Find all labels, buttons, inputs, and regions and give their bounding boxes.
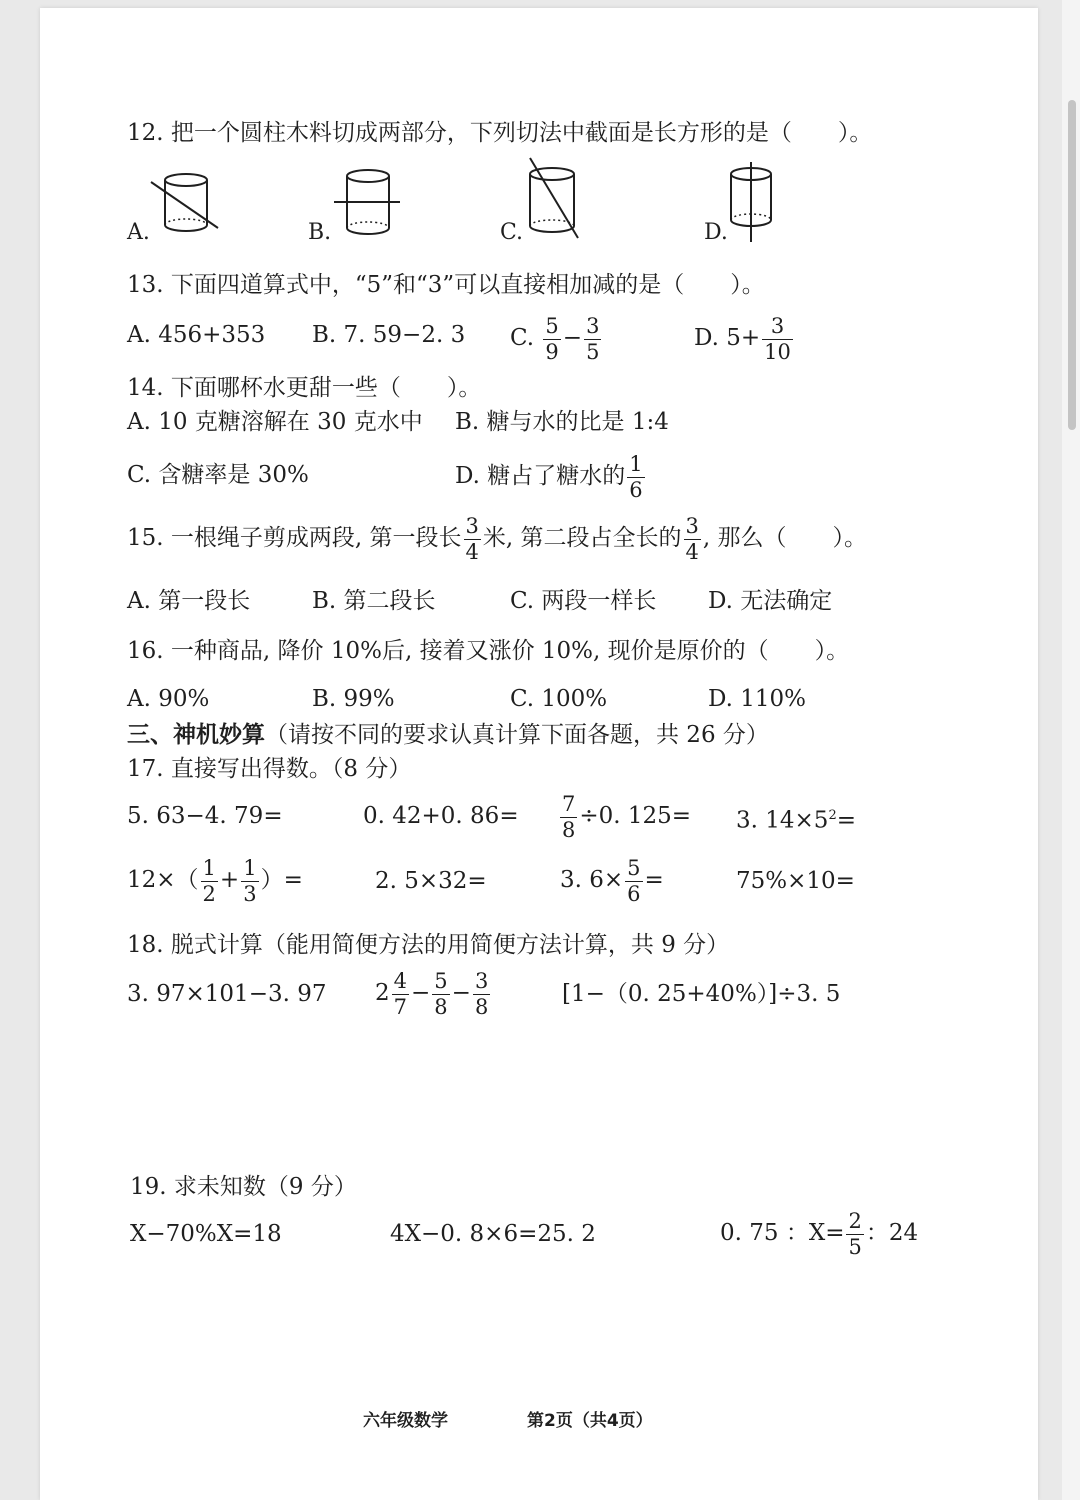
q12-option-b-label: B. [308,220,332,245]
q17-expr-5: 12×（ $\frac{1}{2}$ + $\frac{1}{3}$ ）= [127,855,303,906]
q14-option-d: D. 糖占了糖水的 $\frac{1}{6}$ [455,451,643,502]
q15-option-c: C. 两段一样长 [510,588,657,614]
q12-option-a-label: A. [127,220,150,245]
fraction: $\frac{3}{4}$ [685,513,699,564]
q15-stem: 15. 一根绳子剪成两段, 第一段长 $\frac{3}{4}$ 米, 第二段占全长的 $\frac{3}{4}$ , 那么（ ）。 [127,513,868,564]
q19-expr-2: 4X−0. 8×6=25. 2 [390,1221,596,1247]
footer-subject: 六年级数学 [363,1411,448,1431]
q14-option-b: B. 糖与水的比是 1:4 [455,409,669,435]
q13-stem: 13. 下面四道算式中，“5”和“3”可以直接相加减的是（ ）。 [127,272,765,298]
fraction: $\frac{3}{10}$ [764,313,791,364]
q13-option-a: A. 456+353 [127,322,266,348]
q13-option-c: C. $\frac{5}{9}$ − $\frac{3}{5}$ [510,313,600,364]
q17-expr-7: 3. 6× $\frac{5}{6}$ = [560,855,664,906]
q14-option-c: C. 含糖率是 30% [127,462,309,488]
cylinder-figure-b [330,166,410,241]
q18-title: 18. 脱式计算（能用简便方法的用简便方法计算，共 9 分） [127,932,730,958]
q16-option-b: B. 99% [312,686,395,712]
q13-option-d: D. 5+ $\frac{3}{10}$ [694,313,791,364]
q16-option-a: A. 90% [127,686,210,712]
fraction: $\frac{1}{3}$ [243,855,257,906]
q18-expr-1: 3. 97×101−3. 97 [127,981,327,1007]
section-title: 三、神机妙算 [127,721,265,748]
fraction: $\frac{3}{4}$ [465,513,479,564]
cylinder-figure-a [148,170,228,240]
q16-stem: 16. 一种商品, 降价 10%后, 接着又涨价 10%, 现价是原价的（ ）。 [127,638,850,664]
q17-expr-8: 75%×10= [736,868,855,894]
fraction: $\frac{5}{8}$ [434,968,448,1019]
scrollbar-track[interactable] [1062,0,1080,1500]
q14-option-a: A. 10 克糖溶解在 30 克水中 [127,409,423,435]
q15-option-d: D. 无法确定 [708,588,833,614]
q15-option-b: B. 第二段长 [312,588,436,614]
q17-title: 17. 直接写出得数。（8 分） [127,756,412,782]
fraction: $\frac{5}{9}$ [545,313,559,364]
q14-stem: 14. 下面哪杯水更甜一些（ ）。 [127,375,482,401]
q16-option-d: D. 110% [708,686,806,712]
q12-option-c-label: C. [500,220,524,245]
q12-option-d-label: D. [704,220,728,245]
fraction: $\frac{3}{5}$ [586,313,600,364]
q12-stem: 12. 把一个圆柱木料切成两部分，下列切法中截面是长方形的是（ ）。 [127,120,873,146]
q18-expr-3: [1−（0. 25+40%）]÷3. 5 [562,981,841,1007]
q17-expr-2: 0. 42+0. 86= [363,803,519,829]
q19-expr-1: X−70%X=18 [130,1221,282,1247]
fraction: $\frac{2}{5}$ [848,1208,862,1259]
q17-expr-1: 5. 63−4. 79= [127,803,283,829]
q16-option-c: C. 100% [510,686,608,712]
q15-option-a: A. 第一段长 [127,588,251,614]
fraction: $\frac{1}{6}$ [629,451,643,502]
fraction: $\frac{4}{7}$ [393,968,408,1019]
section-3-heading [127,720,769,750]
section-description: （请按不同的要求认真计算下面各题，共 26 分） [265,722,769,748]
fraction: $\frac{1}{2}$ [202,855,216,906]
cylinder-figure-c [520,156,600,241]
q13-option-b: B. 7. 59−2. 3 [312,322,466,348]
q17-expr-6: 2. 5×32= [375,868,487,894]
fraction: $\frac{3}{8}$ [474,968,489,1019]
cylinder-figure-d [724,160,784,245]
scrollbar-thumb[interactable] [1068,100,1076,430]
q19-title: 19. 求未知数（9 分） [130,1174,357,1200]
q18-expr-2: 2 $\frac{4}{7}$ − $\frac{5}{8}$ − $\frac{3}{8}$ [375,968,489,1019]
q17-expr-3: $\frac{7}{8}$ ÷0. 125= [562,791,692,842]
footer-page-number: 第2页（共4页） [527,1411,653,1431]
q17-expr-4: 3. $14\times 5^2=$ [736,807,856,834]
fraction: $\frac{5}{6}$ [627,855,641,906]
q19-expr-3: 0. 75 ：X= $\frac{2}{5}$ ：24 [720,1208,919,1259]
fraction: $\frac{7}{8}$ [562,791,576,842]
